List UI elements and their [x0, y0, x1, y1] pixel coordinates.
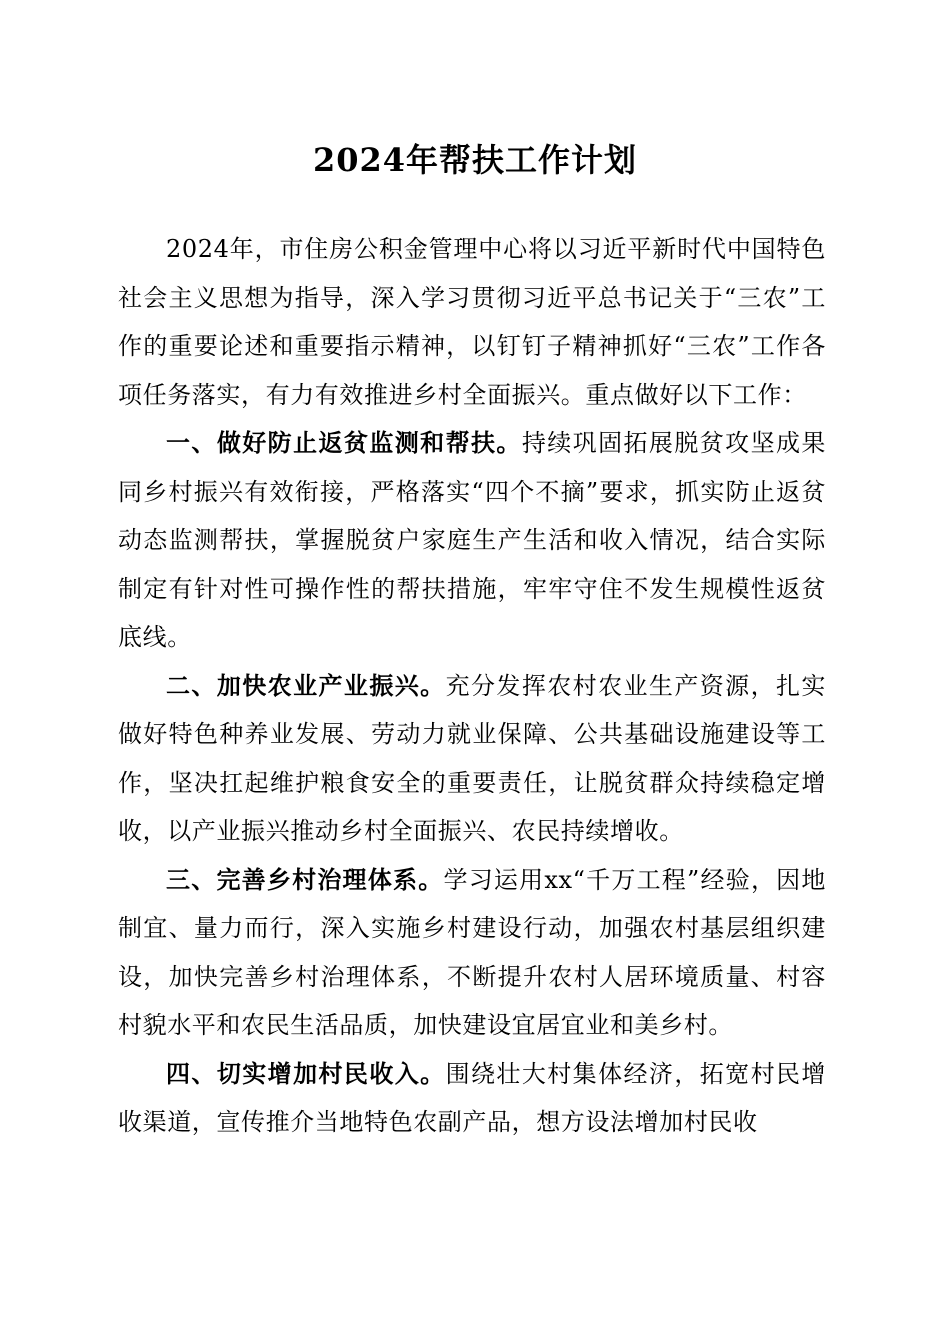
section-paragraph-3	[118, 856, 826, 1050]
section-text-4: 围绕壮大村集体经济，拓宽村民增收渠道，宣传推介当地特色农副产品，想方设法增加村民收	[118, 1059, 826, 1136]
document-body	[118, 225, 826, 1147]
section-paragraph-2	[118, 662, 826, 856]
section-text-3: 学习运用xx“千万工程”经验，因地制宜、量力而行，深入实施乡村建设行动，加强农村基层组织建设，加快完善乡村治理体系，不断提升农村人居环境质量、村容村貌水平和农民生活品质，加快建设宜居宜业和美乡村。	[118, 865, 827, 1039]
section-text-1: 持续巩固拓展脱贫攻坚成果同乡村振兴有效衔接，严格落实“四个不摘”要求，抓实防止返贫动态监测帮扶，掌握脱贫户家庭生产生活和收入情况，结合实际制定有针对性可操作性的帮扶措施，牢牢守住不发生规模性返贫底线。	[118, 429, 826, 651]
section-heading-1: 一、做好防止返贫监测和帮扶。	[166, 429, 522, 457]
section-paragraph-4	[118, 1050, 826, 1147]
section-heading-2: 二、加快农业产业振兴。	[166, 671, 446, 700]
section-heading-4: 四、切实增加村民收入。	[166, 1059, 446, 1088]
intro-paragraph: 2024年，市住房公积金管理中心将以习近平新时代中国特色社会主义思想为指导，深入学习贯彻习近平总书记关于“三农”工作的重要论述和重要指示精神，以钉钉子精神抓好“三农”工作各项任务落实，有力有效推进乡村全面振兴。重点做好以下工作：	[118, 235, 826, 409]
document-title: 2024年帮扶工作计划	[312, 141, 638, 179]
section-paragraph-1	[118, 419, 826, 662]
section-text-2: 充分发挥农村农业生产资源，扎实做好特色种养业发展、劳动力就业保障、公共基础设施建设等工作，坚决扛起维护粮食安全的重要责任，让脱贫群众持续稳定增收，以产业振兴推动乡村全面振兴、农民持续增收。	[118, 671, 826, 845]
section-heading-3: 三、完善乡村治理体系。	[166, 865, 444, 894]
